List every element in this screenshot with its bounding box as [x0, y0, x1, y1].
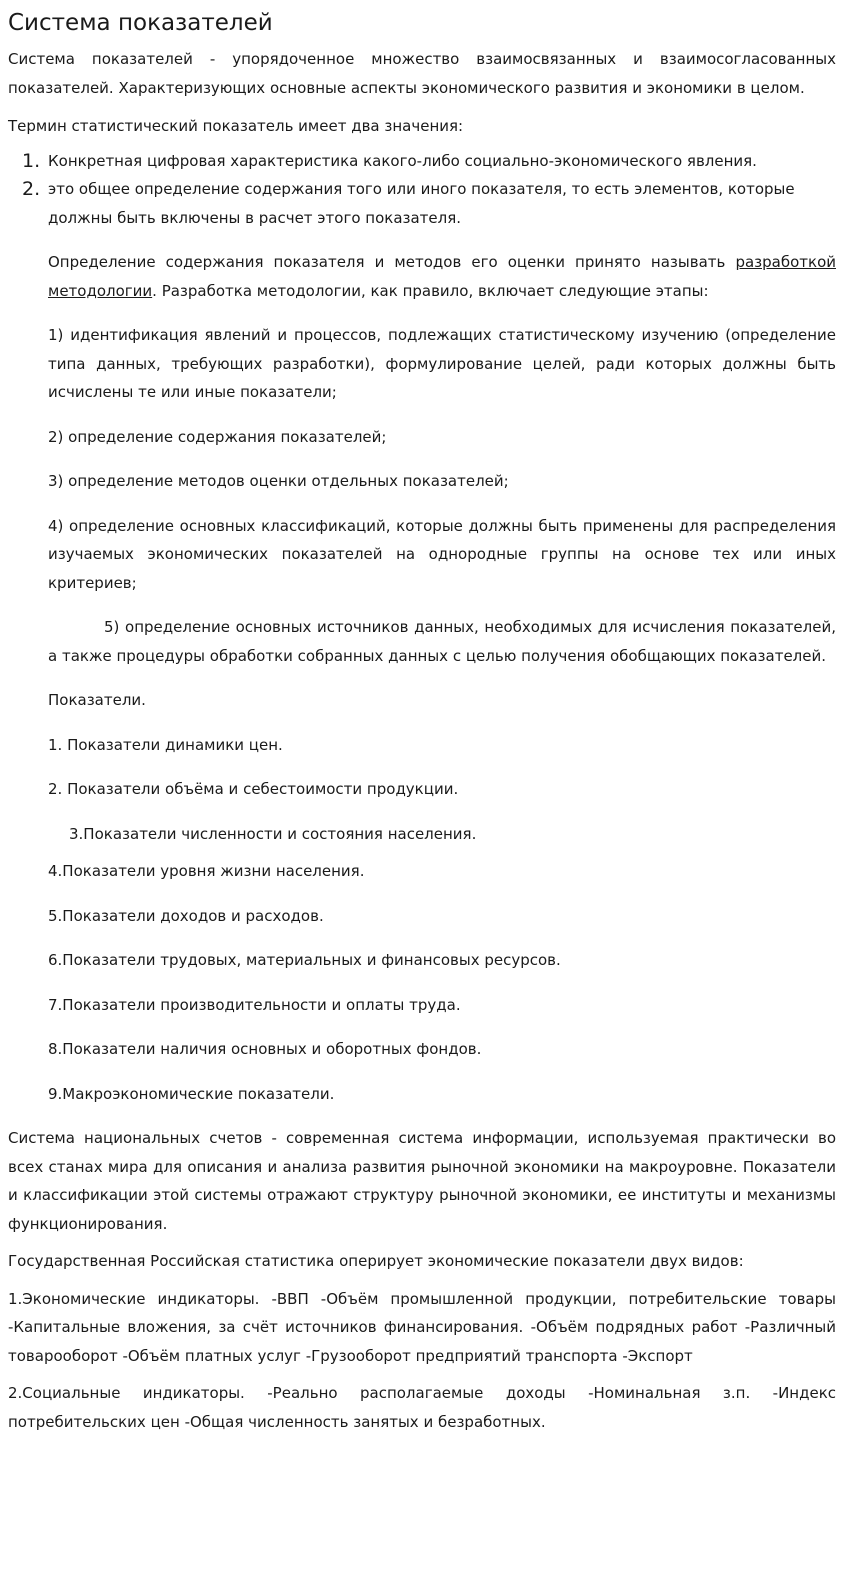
methodology-term: разработкой методологии: [48, 253, 836, 300]
definitions-list: [8, 147, 836, 233]
rosstat-paragraph: Государственная Российская статистика оперирует экономические показатели двух видов:: [8, 1252, 744, 1270]
indicator-item: 6.Показатели трудовых, материальных и финансовых ресурсов.: [48, 951, 561, 969]
definition-number: 1.: [22, 149, 41, 172]
methodology-before: Определение содержания показателя и методов его оценки принято называть: [48, 253, 736, 271]
indicator-item: 5.Показатели доходов и расходов.: [48, 906, 324, 925]
definition-number: 2.: [22, 178, 41, 200]
indicator-item: 1. Показатели динамики цен.: [48, 735, 283, 754]
stage-item: 1) идентификация явлений и процессов, подлежащих статистическому изучению (определение типа данных, требующих разработки), формулирование целей, ради которых должны быть исчислены те или иные показатели;: [48, 326, 836, 401]
definition-item: [22, 175, 836, 232]
sns-paragraph: Система национальных счетов - современная система информации, используемая практически во всех станах мира для описания и анализа развития рыночной экономики на макроуровне. Показатели и классификации этой системы отражают структуру рыночной экономики, ее институты и механизмы функционирования.: [8, 1129, 836, 1233]
indicator-item: 2. Показатели объёма и себестоимости продукции.: [48, 780, 459, 798]
definition-text: это общее определение содержания того или иного показателя, то есть элементов, которые должны быть включены в расчет этого показателя.: [48, 180, 795, 227]
term-intro-paragraph: Термин статистический показатель имеет два значения:: [8, 117, 464, 135]
indicator-item: 3.Показатели численности и состояния населения.: [69, 824, 477, 843]
definition-text: Конкретная цифровая характеристика какого-либо социально-экономического явления.: [48, 151, 757, 170]
stage-item: 5) определение основных источников данных, необходимых для исчисления показателей, а также процедуры обработки собранных данных с целью получения обобщающих показателей.: [48, 618, 836, 665]
methodology-paragraph: [8, 248, 836, 305]
definition-item: [22, 147, 836, 176]
social-indicators-paragraph: 2.Социальные индикаторы. -Реально располагаемые доходы -Номинальная з.п. -Индекс потребительских цен -Общая численность занятых и безработных.: [8, 1384, 836, 1431]
indicator-item: 7.Показатели производительности и оплаты труда.: [48, 995, 461, 1014]
stage-item: 2) определение содержания показателей;: [48, 427, 387, 446]
indicators-heading: Показатели.: [48, 691, 146, 709]
methodology-after: . Разработка методологии, как правило, включает следующие этапы:: [152, 281, 709, 300]
indicator-item: 4.Показатели уровня жизни населения.: [48, 862, 365, 880]
intro-paragraph: Система показателей - упорядоченное множество взаимосвязанных и взаимосогласованных показателей. Характеризующих основные аспекты экономического развития и экономики в целом.: [8, 50, 836, 97]
page-title: Система показателей: [8, 10, 273, 36]
stage-item: 4) определение основных классификаций, которые должны быть применены для распределения изучаемых экономических показателей на однородные группы на основе тех или иных критериев;: [48, 516, 836, 592]
indicator-item: 9.Макроэкономические показатели.: [48, 1084, 335, 1103]
stage-item: 3) определение методов оценки отдельных показателей;: [48, 472, 509, 490]
indicator-item: 8.Показатели наличия основных и оборотных фондов.: [48, 1040, 482, 1058]
economic-indicators-paragraph: 1.Экономические индикаторы. -ВВП -Объём промышленной продукции, потребительские товары -Капитальные вложения, за счёт источников финансирования. -Объём подрядных работ -Различный товарооборот -Объём платных услуг -Грузооборот предприятий транспорта -Экспорт: [8, 1289, 836, 1365]
